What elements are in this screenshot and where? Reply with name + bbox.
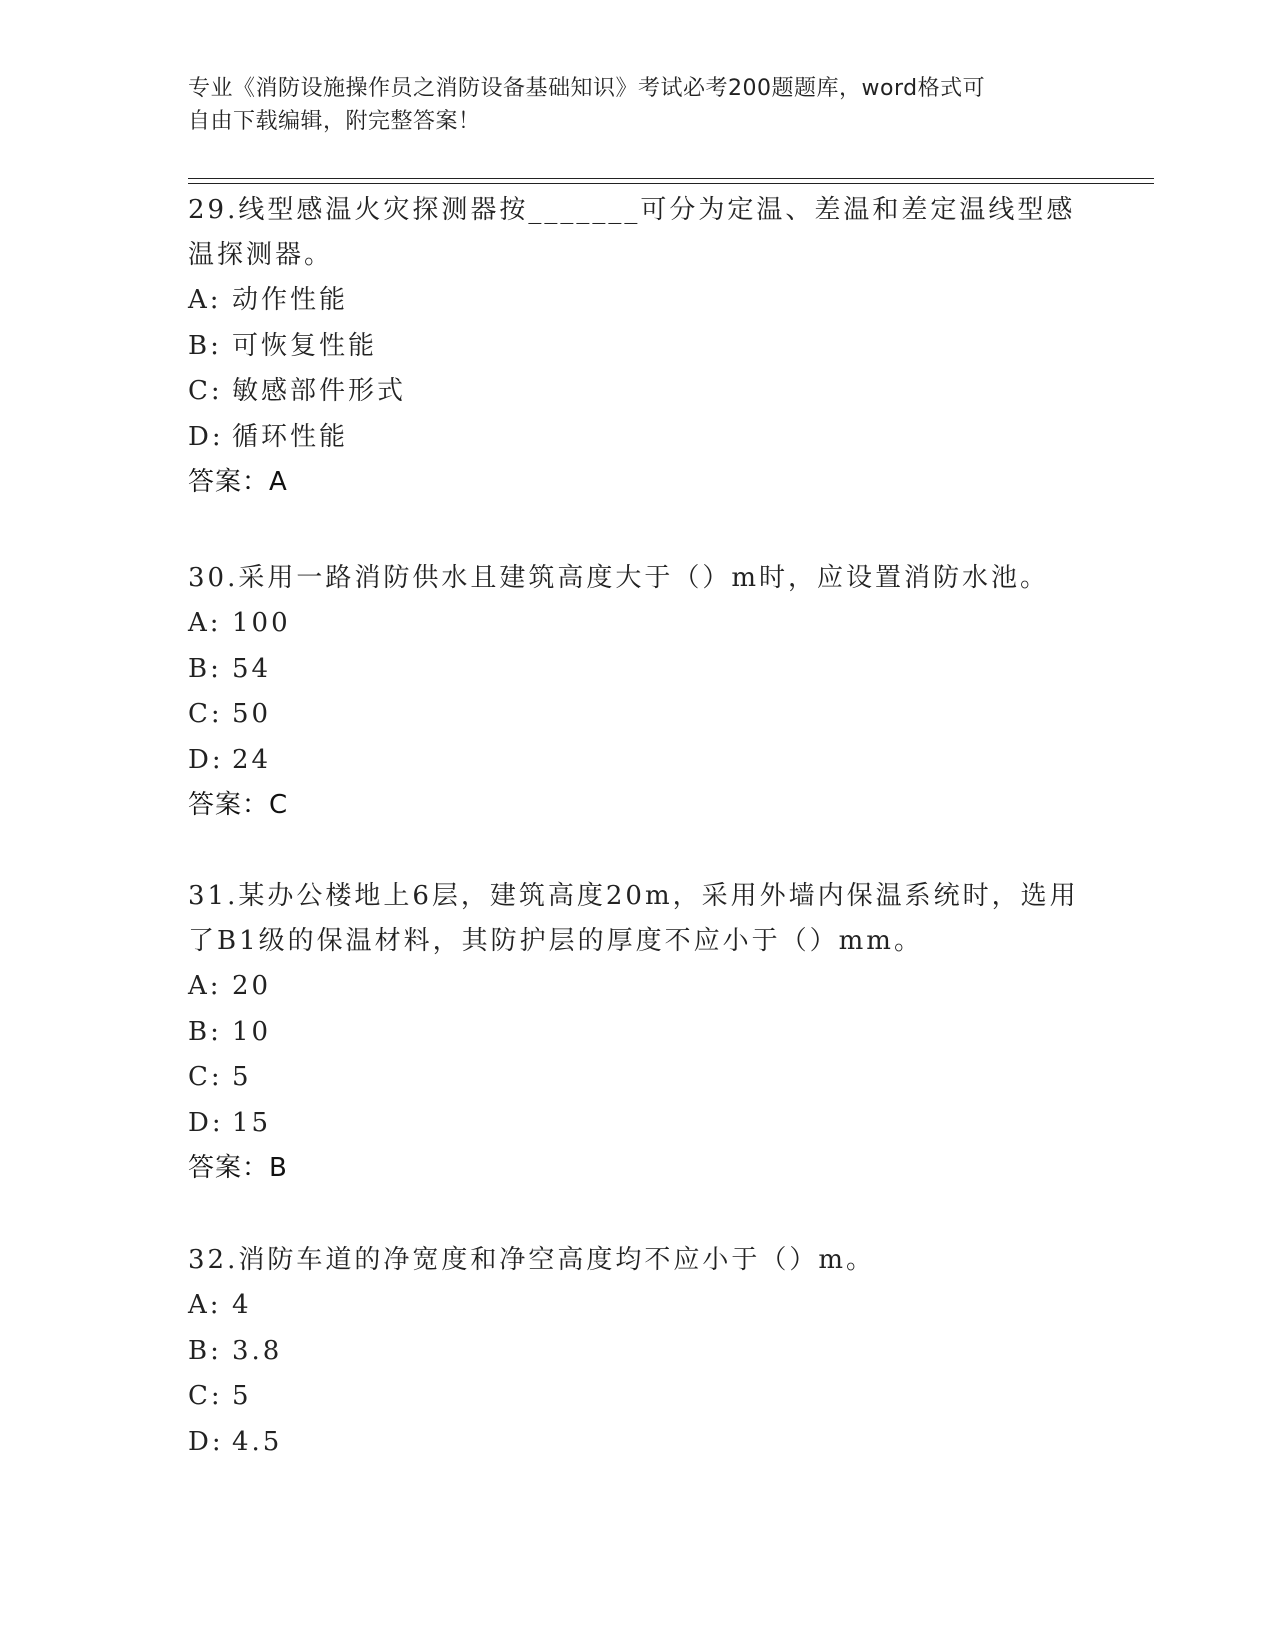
option-text: 50 (232, 699, 272, 729)
option-text: 10 (232, 1016, 272, 1047)
option-label: D: (188, 1426, 224, 1457)
option-label: D: (188, 421, 224, 452)
option-label: B: (188, 1335, 222, 1366)
header-divider-top (188, 178, 1154, 179)
header-line-1: 专业《消防设施操作员之消防设备基础知识》考试必考200题题库，word格式可 (188, 76, 986, 101)
option-label: B: (188, 653, 222, 684)
question-stem (188, 874, 1088, 964)
option-label: D: (188, 1107, 224, 1138)
question-stem (188, 556, 1088, 601)
option-label: A: (188, 971, 222, 1001)
option-label: D: (188, 744, 224, 775)
question-stem-line: 31.某办公楼地上6层，建筑高度20m，采用外墙内保温系统时，选用 (188, 881, 1079, 911)
option-label: A: (188, 608, 222, 638)
answer-text: 答案：A (188, 467, 288, 497)
option-text: 动作性能 (232, 285, 349, 315)
question-stem-line: 29.线型感温火灾探测器按_______可分为定温、差温和差定温线型感 (188, 195, 1076, 225)
option-b (188, 1329, 1088, 1375)
option-text: 100 (232, 608, 291, 638)
option-text: 5 (232, 1381, 252, 1411)
option-d (188, 415, 1088, 461)
option-text: 3.8 (232, 1335, 283, 1366)
answer-text: 答案：C (188, 790, 289, 820)
header-divider-bottom (188, 183, 1154, 184)
option-text: 54 (232, 653, 272, 684)
option-text: 可恢复性能 (232, 330, 378, 361)
question-stem (188, 188, 1088, 278)
option-text: 敏感部件形式 (232, 376, 407, 406)
option-d (188, 738, 1088, 784)
document-header (188, 72, 1088, 138)
option-text: 5 (232, 1062, 252, 1092)
answer-text: 答案：B (188, 1153, 288, 1183)
option-label: B: (188, 1016, 222, 1047)
option-b (188, 647, 1088, 693)
option-text: 循环性能 (232, 421, 349, 452)
option-label: C: (188, 1381, 223, 1411)
question-30 (188, 556, 1088, 829)
option-text: 15 (232, 1107, 272, 1138)
header-line-2: 自由下载编辑，附完整答案！ (188, 109, 481, 134)
option-b (188, 1010, 1088, 1056)
question-31 (188, 874, 1088, 1192)
question-stem (188, 1238, 1088, 1283)
option-text: 4 (232, 1290, 252, 1320)
option-a (188, 278, 1088, 324)
option-label: A: (188, 285, 222, 315)
question-stem-line: 了B1级的保温材料，其防护层的厚度不应小于（）mm。 (188, 926, 923, 956)
option-a (188, 1283, 1088, 1329)
option-c (188, 692, 1088, 738)
option-c (188, 369, 1088, 415)
option-b (188, 324, 1088, 370)
option-d (188, 1420, 1088, 1466)
option-c (188, 1055, 1088, 1101)
question-stem-line: 温探测器。 (188, 240, 334, 270)
option-text: 4.5 (232, 1426, 283, 1457)
option-c (188, 1374, 1088, 1420)
option-label: A: (188, 1290, 222, 1320)
option-d (188, 1101, 1088, 1147)
question-32 (188, 1238, 1088, 1465)
question-stem-line: 30.采用一路消防供水且建筑高度大于（）m时，应设置消防水池。 (188, 563, 1050, 593)
option-label: C: (188, 376, 223, 406)
option-a (188, 964, 1088, 1010)
option-label: B: (188, 330, 222, 361)
option-label: C: (188, 1062, 223, 1092)
option-text: 24 (232, 744, 272, 775)
option-label: C: (188, 699, 223, 729)
option-text: 20 (232, 971, 272, 1001)
option-a (188, 601, 1088, 647)
question-stem-line: 32.消防车道的净宽度和净空高度均不应小于（）m。 (188, 1245, 876, 1275)
question-29 (188, 188, 1088, 506)
